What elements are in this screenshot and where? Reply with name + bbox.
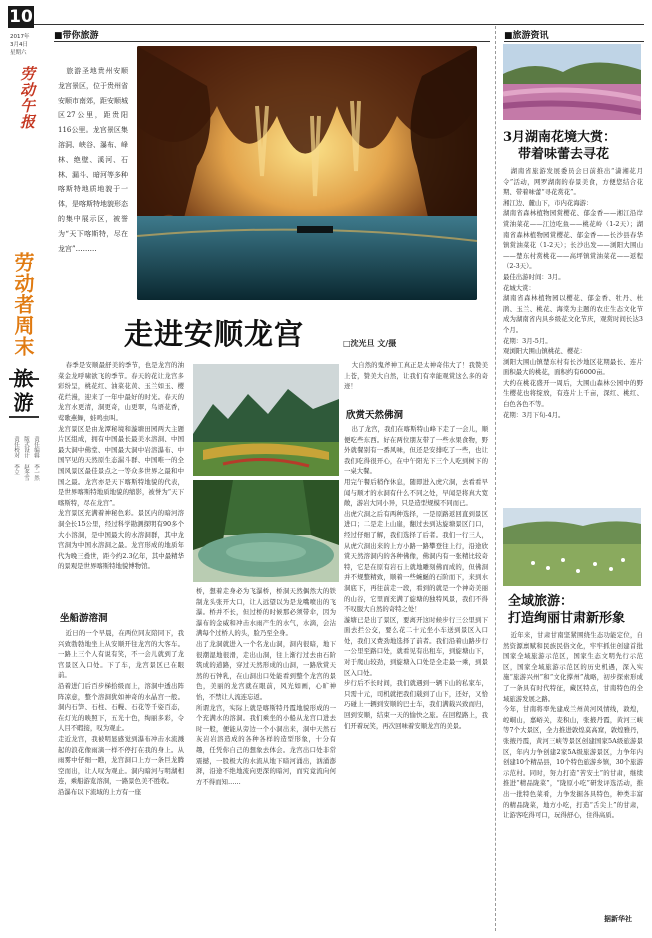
flower-field-photo xyxy=(503,44,641,120)
page-number: 10 xyxy=(9,7,33,27)
proofreader-line: 责任校对 李立 xyxy=(13,436,19,475)
article-column-1: 春季是安顺最舒美的季节，也是龙宫的油菜金龙呼啸欲飞的季节。春天的花让龙宫多彩纷呈，桃花红、油菜花黄、玉兰如玉、樱花烂漫，迎来了一年中最好的时光。春天的龙宫水更清，洞更奇，山更翠，鸟语花香，莺歌燕舞，蛙鸣虫叫。 龙宫景区是由龙潭秘境和漩塘田园两大主题片区组成，拥有中国最长最美水溶洞、中国最大洞中佛堂、中国最大洞中岩溶瀑布、中国罕见的天然原生态漏斗群、中国唯一的全国风景区最佳景点之一等众多世界之最和中国之最。龙宫亦是天下喀斯特地貌的代表，是世界喀斯特地质地貌的缩影，被誉为“天下喀斯特，尽在龙宫”。 龙宫景区充满着神秘色彩。景区内的暗河溶洞全长15公里，经过科学勘测探明有90多个大小溶洞，是中国最大的水溶洞群，其中龙宫洞为中国水溶洞之最。龙宫形成的地质年代为晚三叠世，距今约2.3亿年，其中最精华的景观是世界喀斯特地貌博物馆。 xyxy=(58,361,184,571)
news1-body: 湖南省旅游发展委员会日前推出“潇湘花月令”活动，网罗湖南的春景美食，方便您结合花期、带着味蕾“寻花赏花”。 湘江边、麓山下，市内花海游： 湖南省森林植物园赏樱花、郁金香——湘江沿岸赏油菜花——江边吃鱼——桃花岭（1-2天）；湖南省森林植物园赏樱花、郁金香——长沙县春华镇赏油菜花（1-2天）；长沙出发——浏阳大围山——楚东村赏桃花——高坪镇赏油菜花——返程（2-3天）。 最佳出游时间：3月。 花城大赏： 湖南省森林植物园以樱花、郁金香、牡丹、杜鹃、玉兰、桃花、海棠为主题的农庄生态文化节成为湖南省内具乡级花文化节庆，观赏时间长达3个月。 花期：3月-5月。 观浏阳大围山镇桃花、樱花： 浏阳大围山镇楚东村有长沙地区花期最长、连片面积最大的桃花，面积约有6000亩。 大约在桃花盛开一周后，大围山森林公园中的野生樱花也将绽放，有连片上千亩，深红、桃红、白色各色不等。 花期：3月下旬-4月。 xyxy=(503,167,643,419)
logo: 劳动午报 xyxy=(18,66,36,130)
date: 3月4日 xyxy=(10,42,28,48)
news1-title-line2: 带着味蕾去寻花 xyxy=(518,147,610,162)
right-section-label: ■旅游资讯 xyxy=(504,31,549,41)
grassland-photo xyxy=(503,508,641,586)
column-title: 劳动者周末 xyxy=(11,252,35,357)
left-section-label: ■带你旅游 xyxy=(54,31,99,41)
article-title: 走进安顺龙宫 xyxy=(124,317,305,351)
news2-title-line1: 全域旅游： xyxy=(508,594,574,609)
date-block xyxy=(10,33,40,57)
article-byline: □沈光旦 文/摄 xyxy=(343,339,397,348)
hero-photo-cave xyxy=(137,46,477,300)
valley-photo xyxy=(193,364,339,476)
green-lake-photo xyxy=(193,480,339,582)
intro-caption: 旅游圣地贵州安顺龙宫景区，位于贵州省安顺市南郊，距安顺城区27公里，距贵阳116公里。龙宫景区集溶洞、峡谷、瀑布、峰林、绝壁、溪河、石林、漏斗、暗河等多种喀斯特地质地貌于一体，是喀斯特地貌形态的集中展示区，被誉为“天下喀斯特，尽在龙宫”……… xyxy=(58,67,128,253)
right-label-rule xyxy=(504,41,644,42)
subhead-boat: 坐船游溶洞 xyxy=(60,613,108,624)
article-column-2: 桥，想着走身必为飞瀑桥，桥洞天然偶然大的铁制龙头张开大口，让人远望以为是龙嘴喷出的飞瀑。桥并不长，但过桥的时候那必须带伞，因为瀑布的金威和冲击水雨产生的水气，水滴，会沾满每个过桥人的头，脸乃至全身。 出了龙洞就进入一个名龙山洞，洞内很暗，地下很潮湿地很滑，走出山洞，往上渐行过去由石阶筑成的道路，穿过天然形成的山洞，一路欣赏天然的石钟乳，在山洞出口处能看到整个龙宫的景色，美丽的龙宫就在眼前，风光如画，心旷神怡，不禁让人流连忘返。 所谓龙宫，实际上就是喀斯特丹霞地貌形成的一个充满水的溶洞。我们乘坐的小船从龙宫口进去时一般，便能从旁边一个小洞出来，洞中天然石灰岩岩溶造成的各种各样的造型形象，十分有趣，任凭你自己的想象去体会。龙宫出口处非常震撼，一股极大的水流从地下暗河涌出，汹涌澎湃，沿途不绝地流向更深的暗河，而究竟流向何方不得而知…… xyxy=(196,587,336,786)
news2-source: 据新华社 xyxy=(604,915,632,923)
editor-line: 责任编辑 李一然 xyxy=(33,436,39,481)
article-column-3a: 大自然的鬼斧神工真正是太神奇伟大了！我赞美上苍，赞美大自然，让我们有幸能观赏这么多的奇迹！ xyxy=(344,361,488,391)
section-title: 旅游 xyxy=(10,368,34,416)
weekday: 星期六 xyxy=(10,50,27,56)
news1-title-line1: 3月湖南花境大赏： xyxy=(503,130,617,145)
year: 2017年 xyxy=(10,34,30,40)
editor-credits xyxy=(12,436,40,586)
top-rule xyxy=(8,24,644,25)
designer-line: 版式设计 赵冬雪 xyxy=(23,436,29,481)
news2-title-line2: 打造绚丽甘肃新形象 xyxy=(508,611,626,626)
article-column-3b: 出了龙宫，我们在喀斯特山峰下走了一会儿，顺便吃些东西。好在两位朋友带了一些水果食物，野外就餐别有一番风味，但还是安排吃了一些，也让我们吃得很开心，在中午阳光下三个人吃到树下的一桌大餐。 用完午餐后稍作休息，随即进入虎穴洞，去看看早闻与顺才的水洞有什么不同之处，早闻是将真大宽敞，游岩大同小异，只是造型规模不同而已。 出虎穴洞之后有两种选择，一是原路返回直到景区进口；二是走上山崖，翻过去到达旋塘景区门口，经过仔细了解，我们选择了后者。我们一行三人，从虎穴洞出来的上方小路一路攀登往上行，沿途欣赏天然溶洞内的各种佛像，佛洞内有一张精比较奇特，它是在原有岩石上就地雕刻佛而成的，但佛洞并不规整精致，顺着一些蜿蜒的石阶而下，来到水洞底下，再往前走一段，看到的就是一个神奇美丽的山谷，它里面充满了旋塘的独特风景，我们不得不叹服大自然的奇特之处！ 漩塘已是出了景区，要离开这时候步行三公里到下面去拦公交，要么花二十元坐小车送到景区入口处，我们又费劲地选择了前者。我们沿着山路步行一公里至路口处，就看见有出租车，到旋塘山下，对于爬山较劲，到旋塘入口处是全走最一乘，到景区入口处。 步行后不长时间，我们就遇到一辆下山的私家车，只需十元，司机就把我们载到了山下，还好，又恰巧碰上一辆到安顺的巴士车，我们满载兴致而归，回到安顺，结束一天的愉快之旅。在回程路上，我们开着玩笑，再次回味着安顺龙宫的美景。 xyxy=(344,425,488,730)
article-column-1b: 近日的一个早晨，在两位同友陪同下，我兴致勃勃地坐上从安顺开往龙宫的大客车。一路上三个人有说有笑，不一会儿就到了龙宫景区入口处。下了车，龙宫景区已在眼前。 沿着进门后百步梯拾级而上，溶洞中透出阵阵凉意，整个溶洞犹如神奇的水晶宫一般。洞内石笋、石柱、石幔、石花等千姿百态，在灯光的映照下，五光十色，绚丽多彩，令人目不暇接，叹为观止。 走近龙宫，我被明显感觉到瀑布冲击水流溅起的浪花像雨滴一样不停打在我的身上。从雨雾中仔细一瞧，龙宫洞口上方一条巨龙腾空而出，让人叹为观止。洞内暗河与明湖相连，乘船游览溶洞，一路景色美不胜收。 沿瀑布以下流域的上方有一座 xyxy=(58,629,184,796)
subhead-buddha: 欣赏天然佛洞 xyxy=(346,410,404,421)
news2-body: 近年来，甘肃甘南坚紧围绕生态功能定位，自然资源禀赋和民族民俗文化，牢牢抓住创建首批国家全域旅游示范区，国家生态文明先行示范区，国家全域旅游示范区的历史机遇，深入实施“旅游兴州”和“文化撑州”战略，初步探索形成了一条具有时代特征，藏区特点，甘南特色的全域旅游发展之路。 今年，甘南将率先建成兰州黄河风情线，敦煌，崆峒山，嘉峪关，麦积山，张掖丹霞，黄河三峡等7个大景区，全力推进敦煌莫高窟，敦煌雅丹，张掖丹霞，黄河三峡等景区创建国家5A级旅游景区，年内力争创建2家5A级旅游景区，力争年内创建10个精品县，10个特色旅游乡镇，30个旅游示范村。同时，努力打造“苦安土”的甘肃，继续推进“精品陇菜”，“陇原小吃”研发评选活动，推出一批特色菜肴，力争发掘各具特色，种类丰富的精品陇菜，地方小吃，打造“舌尖上”的甘肃，让游客吃得可口，玩得舒心，住得高质。 xyxy=(503,631,643,820)
column-divider xyxy=(495,26,496,931)
left-label-rule xyxy=(54,41,490,42)
